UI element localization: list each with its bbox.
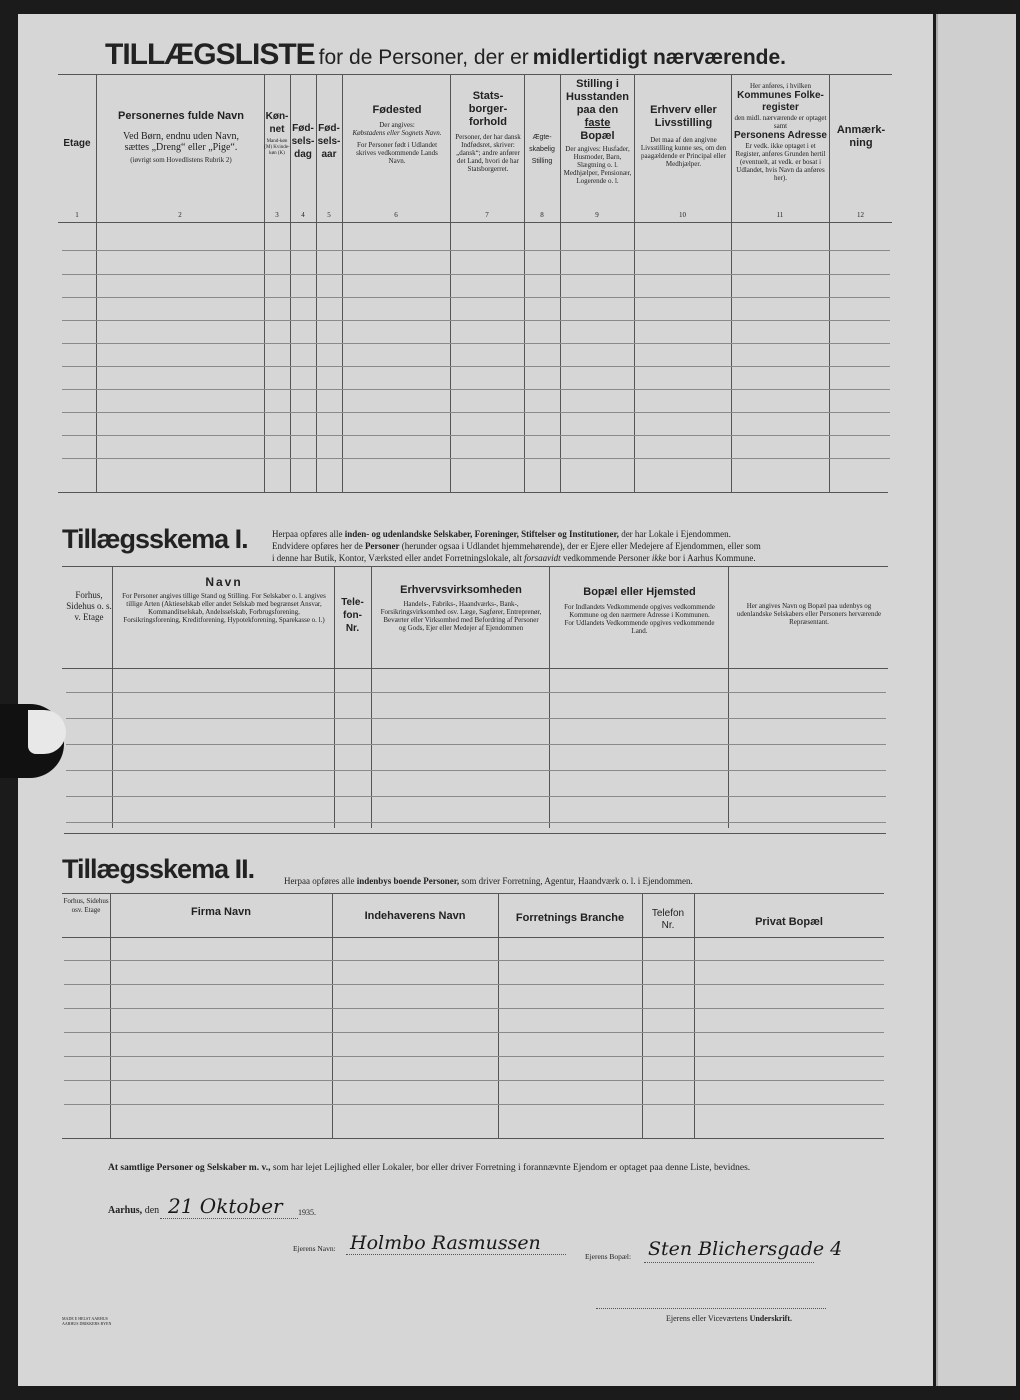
skema2-col-phone-l2: Nr.: [661, 920, 675, 931]
footer-signature-label-b: Underskrift.: [749, 1314, 793, 1323]
skema1-intro: [272, 528, 892, 564]
skema1-col-name-title: Navn: [205, 575, 243, 589]
col-household-sub: Der angives: Husfader, Husmoder, Barn, Slægtning o. l. Medhjælper, Pensionær, Logerende o. l.: [563, 145, 632, 185]
col-sex-title1: Køn-: [265, 111, 289, 122]
col-marital-l1: Ægte-: [532, 134, 552, 141]
col-citizenship-l2: borger-: [468, 103, 508, 115]
col-birthplace-title: Fødested: [372, 104, 422, 116]
skema1-col-business: [373, 584, 549, 632]
footer-statement-a: At samtlige Personer og Selskaber m. v.,: [108, 1163, 271, 1173]
skema1-title: Tillægsskema I.: [62, 524, 248, 554]
col-marital-header: [524, 132, 560, 168]
col-birthday-header: [290, 122, 316, 161]
col-register-l2: register: [762, 102, 799, 113]
footer-date-line: [108, 1205, 159, 1216]
col-birthyear-l3: aar: [321, 149, 337, 160]
col-occupation-sub: Det maa af den angivne Livsstilling kunne ses, om den paagældende er Principal eller Medhjælper.: [640, 136, 727, 168]
col-birthplace-header: [344, 104, 450, 165]
skema2-intro-c: som driver Forretning, Agentur, Haandværk o. l. i Ejendommen.: [461, 876, 693, 886]
col-name-title: Personernes fulde Navn: [118, 110, 244, 122]
footer-signature-label: [666, 1314, 792, 1323]
footer-owner-label: Ejerens Navn:: [293, 1244, 336, 1253]
skema1-col-name: [114, 576, 334, 624]
skema1-intro-2b: Personer: [364, 541, 400, 551]
skema1-col-phone-l2: fon-: [343, 610, 362, 621]
col-occupation-l2: Livsstilling: [654, 117, 713, 129]
list-title-bold: TILLÆGSLISTE: [105, 38, 315, 71]
col-number: 10: [679, 211, 686, 219]
col-sex-header: [264, 110, 290, 157]
skema2-col-phone: [642, 908, 694, 932]
col-name-sub2: sættes „Dreng“ eller „Pige“.: [124, 142, 238, 153]
col-register-top: Her anføres, i hvilken: [749, 82, 812, 90]
col-marital-l2: skabelig: [529, 146, 555, 153]
col-citizenship-l1: Stats-: [472, 90, 504, 102]
col-register-sub: Er vedk. ikke optaget i et Register, anføres Grunden hertil (eventuelt, at vedk. er bosat i Udlandet, hvis Navn da anføres her).: [735, 142, 826, 182]
col-number: 11: [776, 211, 784, 219]
col-number: 7: [485, 211, 489, 219]
skema1-col-residence-sub1: For Indlandets Vedkommende opgives vedkommende Kommune og den nærmere Adresse i Kommunen.: [564, 603, 715, 619]
col-citizenship-sub: Personer, der har dansk Indfødsret, skriver: „dansk“; andre anfører det Land, hvori de har Statsborgerret.: [455, 133, 521, 173]
col-birthday-l3: dag: [294, 149, 312, 160]
col-remark-header: [830, 124, 892, 150]
col-number: 2: [178, 211, 182, 219]
col-remark-l2: ning: [849, 137, 873, 149]
col-remark-l1: Anmærk-: [836, 124, 886, 136]
col-birthday-l1: Fød-: [292, 123, 314, 134]
skema1-col-name-sub: For Personer angives tillige Stand og Stilling. For Selskaber o. l. angives tillige Arten (Aktieselskab eller andet Selskab med begrænset Ansvar, Kommanditselskab, Andelsselskab, Forbrugsforening, Forsikringsforening, Kreditforening, Hypotekforening, Sparekasse o. l.): [122, 592, 326, 624]
col-number: 5: [327, 211, 331, 219]
col-occupation-l1: Erhverv eller: [650, 104, 717, 116]
col-marital-l3: Stilling: [531, 158, 553, 165]
list-title-end: midlertidigt nærværende.: [532, 46, 787, 69]
footer-date-handwritten: 21 Oktober: [168, 1194, 283, 1218]
col-number: 12: [857, 211, 864, 219]
skema1-intro-1b: inden- og udenlandske Selskaber, Foreninger, Stiftelser og Institutioner,: [344, 529, 619, 539]
col-number: 8: [540, 211, 544, 219]
skema2-col-branch: Forretnings Branche: [515, 912, 625, 924]
col-birthplace-sub2: Købstadens eller Sognets Navn.: [352, 129, 442, 137]
footer-statement: [108, 1162, 888, 1174]
col-number: 1: [75, 211, 79, 219]
adjacent-page-edge: [936, 14, 1016, 1386]
skema1-col-phone-l3: Nr.: [345, 623, 360, 634]
list-title-mid: for de Personer, der er: [318, 46, 529, 69]
list-title: [105, 38, 786, 72]
col-name-header: [98, 110, 264, 164]
skema1-col-business-title: Erhvervsvirksomheden: [400, 584, 522, 596]
skema1-intro-3d: ikke: [651, 553, 667, 563]
col-household-l2: Husstanden: [566, 91, 629, 103]
col-number: 9: [595, 211, 599, 219]
col-register-header: [732, 82, 829, 182]
footer-address-label: Ejerens Bopæl:: [585, 1252, 632, 1261]
footer-statement-b: som har lejet Lejlighed eller Lokaler, bor eller driver Forretning i forannævnte Ejendom er optaget paa denne Liste, bevidnes.: [272, 1163, 751, 1173]
col-household-l5: Bopæl: [580, 130, 615, 142]
skema2-col-etage: Forhus, Sidehus osv. Etage: [63, 897, 109, 914]
col-sex-title2: net: [269, 124, 285, 135]
footer-den: den: [144, 1205, 160, 1216]
col-birthplace-sub3: For Personer født i Udlandet skrives vedkommende Lands Navn.: [356, 141, 438, 165]
form-page: [18, 14, 933, 1386]
col-birthday-l2: sels-: [291, 136, 315, 147]
col-household-l1: Stilling i: [576, 78, 619, 90]
skema1-intro-3c: vedkommende Personer: [562, 553, 650, 563]
footer-address-handwritten: Sten Blichersgade 4: [648, 1238, 843, 1260]
col-register-l1: Kommunes Folke-: [737, 90, 824, 101]
skema1-intro-3e: bor i Aarhus Kommune.: [668, 553, 756, 563]
skema1-intro-3b: forsaavidt: [524, 553, 561, 563]
col-sex-sub: Mand-køn (M) Kvinde-køn (K): [264, 139, 290, 156]
col-register-mid: den midl. nærværende er optaget samt: [734, 114, 827, 130]
skema2-col-phone-l1: Telefon: [651, 908, 685, 919]
skema1-col-residence: [551, 586, 728, 635]
col-name-sub1: Ved Børn, endnu uden Navn,: [122, 131, 240, 142]
col-number: 4: [301, 211, 305, 219]
col-occupation-header: [636, 104, 731, 168]
skema2-intro-b: indenbys boende Personer,: [356, 876, 460, 886]
footer-year: 1935.: [298, 1208, 316, 1217]
skema1-col-business-sub: Handels-, Fabriks-, Haandværks-, Bank-, Forsikringsvirksomhed osv. Læge, Sagfører, Entreprenør, Beværter eller Virksomhed med Befordring af Personer og Gods, Ejer eller Medejer af Ejendommen: [380, 600, 542, 632]
skema1-intro-1c: der har Lokale i Ejendommen.: [621, 529, 731, 539]
skema2-title: Tillægsskema II.: [62, 854, 255, 884]
col-household-header: [561, 78, 634, 185]
footer-city: Aarhus,: [108, 1205, 143, 1216]
skema1-intro-1a: Herpaa opføres alle: [272, 529, 343, 539]
col-citizenship-header: [452, 90, 524, 173]
col-household-l4: faste: [584, 117, 611, 129]
col-name-sub3: (iøvrigt som Hovedlistens Rubrik 2): [130, 156, 232, 164]
col-citizenship-l3: forhold: [469, 116, 507, 128]
skema1-col-phone-l1: Tele-: [341, 597, 364, 608]
skema1-col-representative: Her angives Navn og Bopæl paa udenbys og udenlandske Selskabers eller Personers herværende Repræsentant.: [736, 602, 882, 626]
col-birthplace-sub1: Der angives:: [379, 121, 415, 129]
skema1-col-residence-sub2: For Udlandets Vedkommende opgives vedkommende Land.: [564, 619, 715, 635]
skema1-intro-2a: Endvidere opføres her de: [272, 541, 363, 551]
skema1-col-phone: [334, 596, 371, 635]
col-number: 6: [394, 211, 398, 219]
col-register-l3: Personens Adresse: [733, 130, 827, 141]
col-etage-header: Etage: [63, 138, 91, 149]
skema2-col-private: Privat Bopæl: [755, 916, 823, 928]
col-number: 3: [275, 211, 279, 219]
skema2-col-owner: Indehaverens Navn: [364, 910, 466, 922]
skema1-col-residence-title: Bopæl eller Hjemsted: [583, 586, 696, 598]
skema1-intro-3a: i denne har Butik, Kontor, Værksted eller andet Forretningslokale, alt: [272, 553, 522, 563]
footer-owner-handwritten: Holmbo Rasmussen: [350, 1232, 541, 1254]
skema1-col-etage: Forhus, Sidehus o. s. v. Etage: [66, 590, 112, 622]
col-household-l3: paa den: [576, 104, 619, 116]
col-birthyear-header: [316, 122, 342, 161]
footer-signature-label-a: Ejerens eller Viceværtens: [666, 1314, 748, 1323]
skema1-intro-2c: (herunder ogsaa i Udlandet hjemmehørende), der er Ejere eller Medejere af Ejendommen, eller som: [401, 541, 761, 551]
skema2-intro: [284, 876, 693, 886]
footer-printer-mark: MADE E HELST AARHUS AARHUS DRIKKERS BYEN: [62, 1316, 112, 1326]
skema2-intro-a: Herpaa opføres alle: [284, 876, 355, 886]
col-birthyear-l2: sels-: [317, 136, 341, 147]
skema2-col-firm: Firma Navn: [191, 906, 251, 918]
col-birthyear-l1: Fød-: [318, 123, 340, 134]
